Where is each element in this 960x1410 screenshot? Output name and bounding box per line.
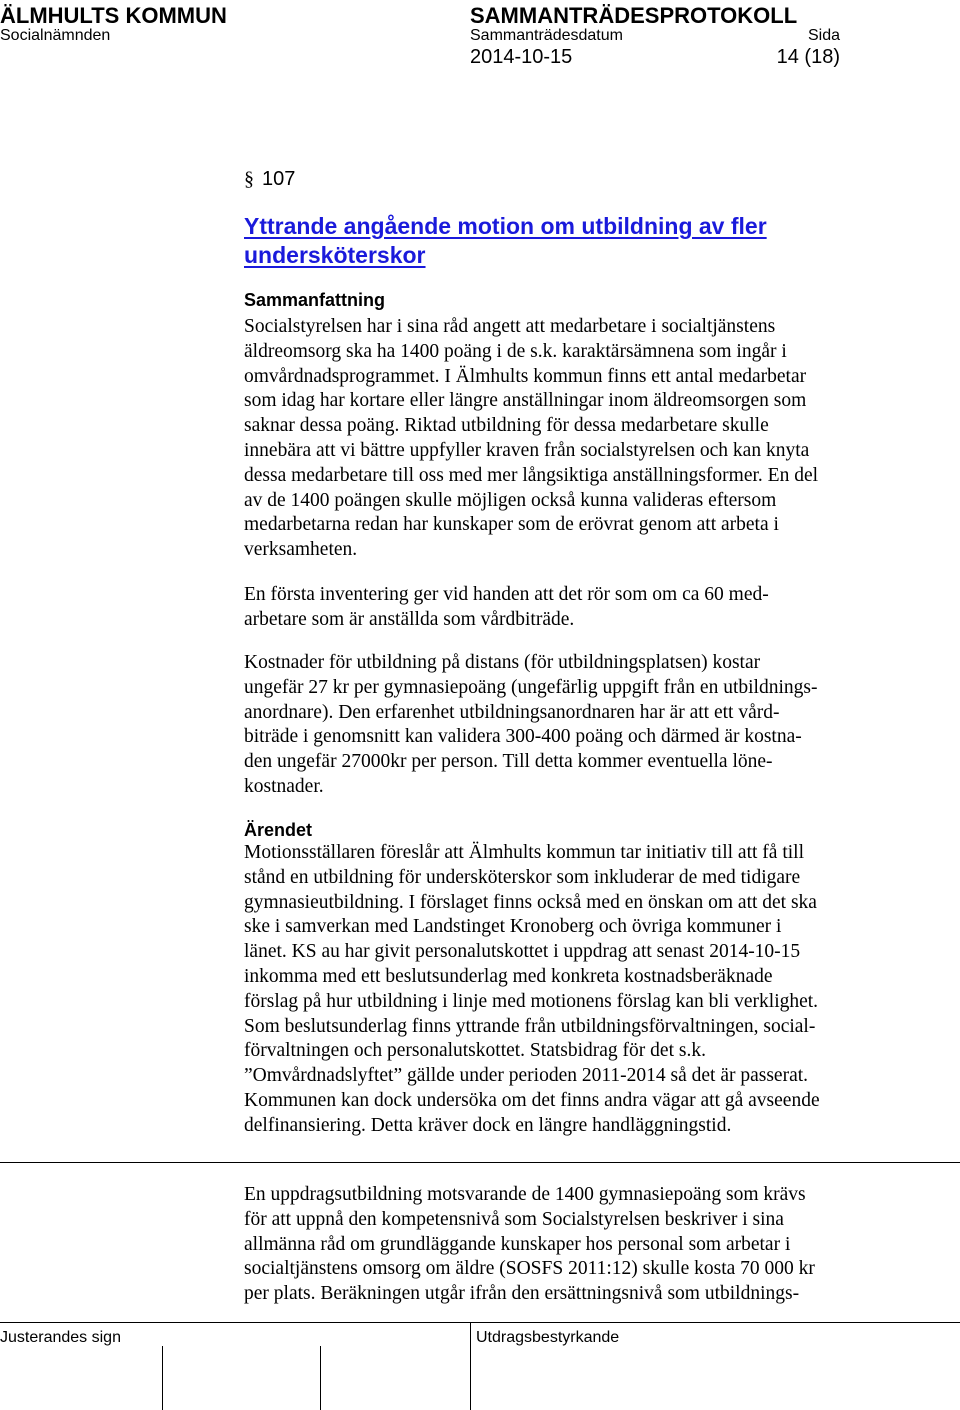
text-line: inkomma med ett beslutsunderlag med konkreta kostnadsberäknade (244, 965, 773, 987)
text-line: verksamheten. (244, 539, 358, 561)
text-line: ske i samverkan med Landstinget Kronoberg och övriga kommuner i (244, 916, 782, 938)
org-name: ÄLMHULTS KOMMUN (0, 3, 227, 28)
text-line: länet. KS au har givit personalutskottet i uppdrag att senast 2014-10-15 (244, 941, 801, 963)
committee-name: Socialnämnden (0, 27, 111, 44)
text-line: för att uppnå den kompetensnivå som Socialstyrelsen beskriver i sina (244, 1208, 784, 1230)
text-line: saknar dessa poäng. Riktad utbildning för dessa medarbetare skulle (244, 415, 769, 437)
text-line: innebära att vi bättre uppfyller kraven från socialstyrelsen och kan knyta (244, 439, 810, 461)
summary-paragraph-2 (244, 583, 769, 633)
section-divider (0, 1162, 960, 1163)
section-number-value: 107 (262, 168, 296, 190)
text-line: medarbetarna redan har kunskaper som de erövrat genom att arbeta i (244, 514, 779, 536)
text-line: stånd en utbildning för undersköterskor som inkluderar de med tidigare (244, 866, 801, 888)
text-line: Motionsställaren föreslår att Älmhults kommun tar initiativ till att få till (244, 842, 804, 863)
text-line: dessa medarbetare till oss med mer långsiktiga anställningsformer. En del (244, 464, 819, 486)
text-line: av de 1400 poängen skulle möjligen också kunna valideras eftersom (244, 489, 777, 511)
matter-paragraph (244, 841, 820, 1139)
text-line: förvaltningen och personalutskottet. Statsbidrag för det s.k. (244, 1040, 706, 1062)
section-symbol: § (244, 168, 254, 190)
footer-column-divider (470, 1322, 471, 1410)
text-line: allmänna råd om grundläggande kunskaper hos personal som arbetar i (244, 1233, 791, 1255)
text-line: per plats. Beräkningen utgår ifrån den ersättningsnivå som utbildnings- (244, 1283, 800, 1305)
text-line: socialtjänstens omsorg om äldre (SOSFS 2011:12) skulle kosta 70 000 kr (244, 1258, 815, 1280)
certification-label: Utdragsbestyrkande (476, 1329, 620, 1346)
text-line: den ungefär 27000kr per person. Till detta kommer eventuella löne- (244, 751, 773, 773)
summary-paragraph-1 (244, 315, 818, 563)
summary-heading: Sammanfattning (244, 290, 386, 310)
text-line: omvårdnadsprogrammet. I Älmhults kommun finns ett antal medarbetar (244, 365, 807, 387)
title-line: undersköterskor (244, 242, 426, 268)
footer-divider (0, 1322, 960, 1323)
text-line: arbetare som är anställda som vårdbiträde. (244, 608, 575, 630)
text-line: biträde i genomsnitt kan validera 300-400 poäng och därmed är kostna- (244, 726, 802, 748)
signature-box-divider (320, 1346, 321, 1410)
text-line: Kostnader för utbildning på distans (för utbildningsplatsen) kostar (244, 652, 761, 673)
meeting-date: 2014-10-15 (470, 46, 573, 68)
title-line: Yttrande angående motion om utbildning av fler (244, 213, 767, 239)
text-line: delfinansiering. Detta kräver dock en längre handläggningstid. (244, 1114, 732, 1136)
meeting-date-label: Sammanträdesdatum (470, 27, 623, 44)
continuation-paragraph (244, 1183, 815, 1307)
text-line: förslag på hur utbildning i linje med motionens förslag kan bli verklighet. (244, 990, 819, 1012)
text-line: Kommunen kan dock undersöka om det finns andra vägar att gå avseende (244, 1089, 820, 1111)
text-line: Som beslutsunderlag finns yttrande från utbildningsförvaltningen, social- (244, 1015, 816, 1037)
text-line: Socialstyrelsen har i sina råd angett att medarbetare i socialtjänstens (244, 316, 776, 337)
text-line: gymnasieutbildning. I förslaget finns också med en önskan om att det ska (244, 891, 817, 913)
text-line: En uppdragsutbildning motsvarande de 1400 gymnasiepoäng som krävs (244, 1184, 806, 1205)
signature-label: Justerandes sign (0, 1329, 121, 1346)
summary-paragraph-3 (244, 651, 817, 800)
document-type: SAMMANTRÄDESPROTOKOLL (470, 3, 798, 28)
text-line: ”Omvårdnadslyftet” gällde under perioden 2011-2014 så det är passerat. (244, 1065, 809, 1087)
text-line: äldreomsorg ska ha 1400 poäng i de s.k. karaktärsämnena som ingår i (244, 340, 787, 362)
text-line: som idag har kortare eller längre anställningar inom äldreomsorgen som (244, 390, 807, 412)
text-line: En första inventering ger vid handen att det rör som om ca 60 med- (244, 584, 769, 605)
page-label: Sida (807, 27, 840, 44)
text-line: anordnare). Den erfarenhet utbildningsanordnaren har är att ett vård- (244, 701, 780, 723)
text-line: kostnader. (244, 775, 324, 797)
text-line: ungefär 27 kr per gymnasiepoäng (ungefärlig uppgift från en utbildnings- (244, 676, 818, 698)
page-number: 14 (18) (776, 46, 840, 68)
section-number (244, 167, 295, 191)
page-title (244, 212, 767, 270)
matter-heading: Ärendet (244, 820, 313, 840)
signature-box-divider (162, 1346, 163, 1410)
